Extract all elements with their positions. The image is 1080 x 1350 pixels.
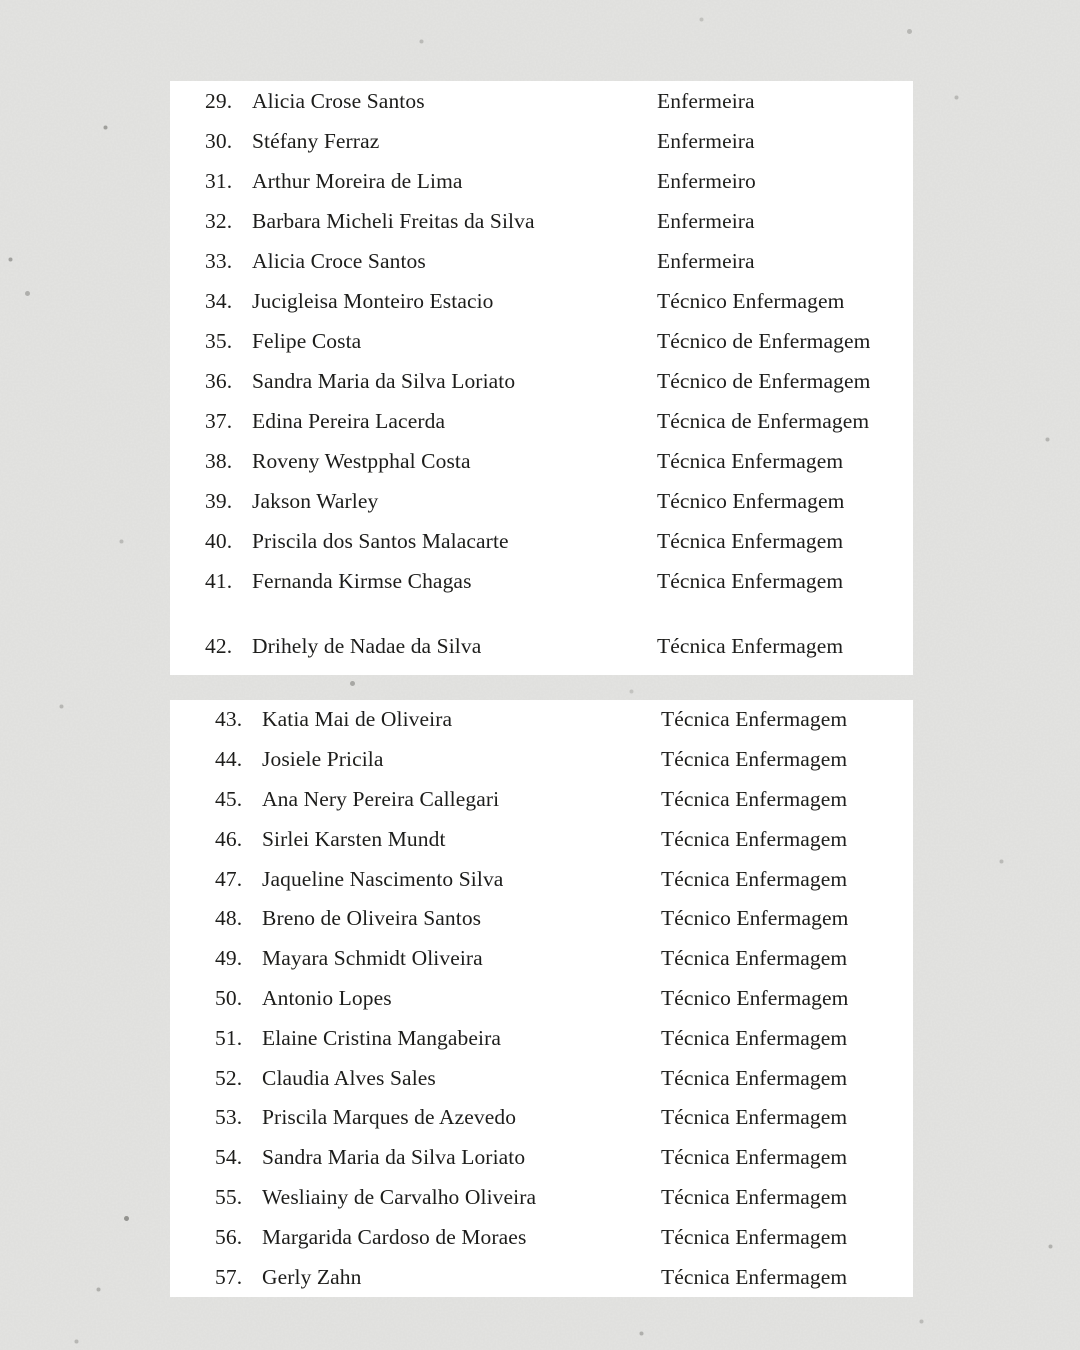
staff-role: Enfermeira: [657, 128, 755, 153]
staff-row: [205, 521, 913, 561]
staff-name: Breno de Oliveira Santos: [262, 906, 482, 931]
staff-role: Técnico Enfermagem: [661, 985, 849, 1010]
staff-row: [215, 1098, 913, 1138]
staff-name: Mayara Schmidt Oliveira: [262, 946, 483, 971]
staff-role: Enfermeira: [657, 248, 755, 273]
staff-role: Técnico Enfermagem: [657, 488, 845, 513]
staff-row: [215, 939, 913, 979]
staff-role: Técnico Enfermagem: [661, 906, 849, 931]
staff-row: [205, 361, 913, 401]
staff-name: Sandra Maria da Silva Loriato: [262, 1145, 526, 1170]
staff-role: Técnica de Enfermagem: [657, 408, 870, 433]
staff-name: Katia Mai de Oliveira: [262, 707, 453, 732]
staff-row: [215, 780, 913, 820]
staff-row: [215, 899, 913, 939]
staff-row: [205, 321, 913, 361]
staff-role: Técnica Enfermagem: [657, 568, 844, 593]
staff-role: Técnico de Enfermagem: [657, 328, 871, 353]
staff-name: Alicia Crose Santos: [252, 88, 425, 113]
row-number: 37.: [205, 408, 233, 433]
staff-name: Fernanda Kirmse Chagas: [252, 568, 472, 593]
staff-name: Claudia Alves Sales: [262, 1065, 436, 1090]
staff-row: [205, 441, 913, 481]
staff-role: Técnica Enfermagem: [657, 448, 844, 473]
row-number: 57.: [215, 1264, 243, 1289]
staff-name: Ana Nery Pereira Callegari: [262, 786, 500, 811]
staff-row: [215, 979, 913, 1019]
staff-name: Jakson Warley: [252, 488, 379, 513]
staff-role: Técnica Enfermagem: [657, 528, 844, 553]
staff-name: Josiele Pricila: [262, 747, 384, 772]
staff-list-43-57: [215, 700, 913, 1297]
staff-name: Edina Pereira Lacerda: [252, 408, 446, 433]
staff-row: [215, 1257, 913, 1297]
row-number: 44.: [215, 747, 243, 772]
row-number: 32.: [205, 208, 233, 233]
staff-name: Margarida Cardoso de Moraes: [262, 1224, 527, 1249]
row-number: 35.: [205, 328, 233, 353]
row-number: 48.: [215, 906, 243, 931]
staff-name: Sandra Maria da Silva Loriato: [252, 368, 516, 393]
staff-row: [205, 561, 913, 601]
staff-row: [205, 481, 913, 521]
staff-role: Técnico de Enfermagem: [657, 368, 871, 393]
staff-role: Técnica Enfermagem: [661, 1025, 848, 1050]
staff-row: [215, 1138, 913, 1178]
staff-row: [205, 201, 913, 241]
row-number: 31.: [205, 168, 233, 193]
staff-name: Roveny Westpphal Costa: [252, 448, 471, 473]
staff-row: [215, 740, 913, 780]
row-number: 40.: [205, 528, 233, 553]
row-number: 42.: [205, 633, 233, 658]
staff-role: Técnica Enfermagem: [661, 1264, 848, 1289]
staff-row: [205, 81, 913, 121]
staff-row: [205, 281, 913, 321]
paper-speckles: [0, 0, 3, 3]
row-number: 52.: [215, 1065, 243, 1090]
staff-role: Técnica Enfermagem: [661, 747, 848, 772]
staff-name: Antonio Lopes: [262, 985, 392, 1010]
staff-list-29-42: [205, 81, 913, 666]
staff-role: Técnico Enfermagem: [657, 288, 845, 313]
staff-row: [205, 121, 913, 161]
staff-role: Enfermeiro: [657, 168, 756, 193]
staff-name: Sirlei Karsten Mundt: [262, 826, 446, 851]
staff-row: [215, 859, 913, 899]
row-number: 46.: [215, 826, 243, 851]
staff-row: [205, 241, 913, 281]
staff-row: [215, 700, 913, 740]
row-number: 50.: [215, 985, 243, 1010]
row-number: 49.: [215, 946, 243, 971]
row-number: 34.: [205, 288, 233, 313]
staff-role: Técnica Enfermagem: [661, 826, 848, 851]
row-number: 51.: [215, 1025, 243, 1050]
staff-name: Gerly Zahn: [262, 1264, 362, 1289]
row-number: 56.: [215, 1224, 243, 1249]
row-number: 39.: [205, 488, 233, 513]
staff-row: [215, 1178, 913, 1218]
staff-row: [215, 1058, 913, 1098]
row-number: 47.: [215, 866, 243, 891]
row-number: 54.: [215, 1145, 243, 1170]
staff-role: Técnica Enfermagem: [661, 1184, 848, 1209]
staff-name: Barbara Micheli Freitas da Silva: [252, 208, 535, 233]
row-number: 41.: [205, 568, 233, 593]
row-number: 29.: [205, 88, 233, 113]
staff-role: Técnica Enfermagem: [657, 633, 844, 658]
staff-row: [205, 401, 913, 441]
staff-row: [215, 819, 913, 859]
staff-name: Elaine Cristina Mangabeira: [262, 1025, 502, 1050]
staff-row: [215, 1217, 913, 1257]
staff-name: Felipe Costa: [252, 328, 362, 353]
staff-role: Técnica Enfermagem: [661, 786, 848, 811]
staff-role: Técnica Enfermagem: [661, 1224, 848, 1249]
staff-name: Jucigleisa Monteiro Estacio: [252, 288, 494, 313]
row-number: 38.: [205, 448, 233, 473]
staff-role: Técnica Enfermagem: [661, 707, 848, 732]
staff-role: Enfermeira: [657, 88, 755, 113]
row-number: 55.: [215, 1184, 243, 1209]
row-number: 45.: [215, 786, 243, 811]
staff-role: Enfermeira: [657, 208, 755, 233]
staff-row: [205, 626, 913, 666]
row-number: 33.: [205, 248, 233, 273]
staff-name: Jaqueline Nascimento Silva: [262, 866, 504, 891]
staff-row: [215, 1018, 913, 1058]
row-number: 53.: [215, 1105, 243, 1130]
staff-role: Técnica Enfermagem: [661, 1065, 848, 1090]
staff-role: Técnica Enfermagem: [661, 946, 848, 971]
staff-row: [205, 161, 913, 201]
staff-name: Stéfany Ferraz: [252, 128, 380, 153]
staff-role: Técnica Enfermagem: [661, 1105, 848, 1130]
row-number: 30.: [205, 128, 233, 153]
staff-name: Drihely de Nadae da Silva: [252, 633, 482, 658]
staff-name: Priscila Marques de Azevedo: [262, 1105, 517, 1130]
staff-name: Alicia Croce Santos: [252, 248, 426, 273]
row-number: 36.: [205, 368, 233, 393]
document-page-2: [170, 700, 913, 1297]
staff-name: Wesliainy de Carvalho Oliveira: [262, 1184, 537, 1209]
staff-name: Arthur Moreira de Lima: [252, 168, 463, 193]
staff-role: Técnica Enfermagem: [661, 1145, 848, 1170]
staff-role: Técnica Enfermagem: [661, 866, 848, 891]
document-page-1: [170, 81, 913, 675]
row-number: 43.: [215, 707, 243, 732]
staff-name: Priscila dos Santos Malacarte: [252, 528, 509, 553]
